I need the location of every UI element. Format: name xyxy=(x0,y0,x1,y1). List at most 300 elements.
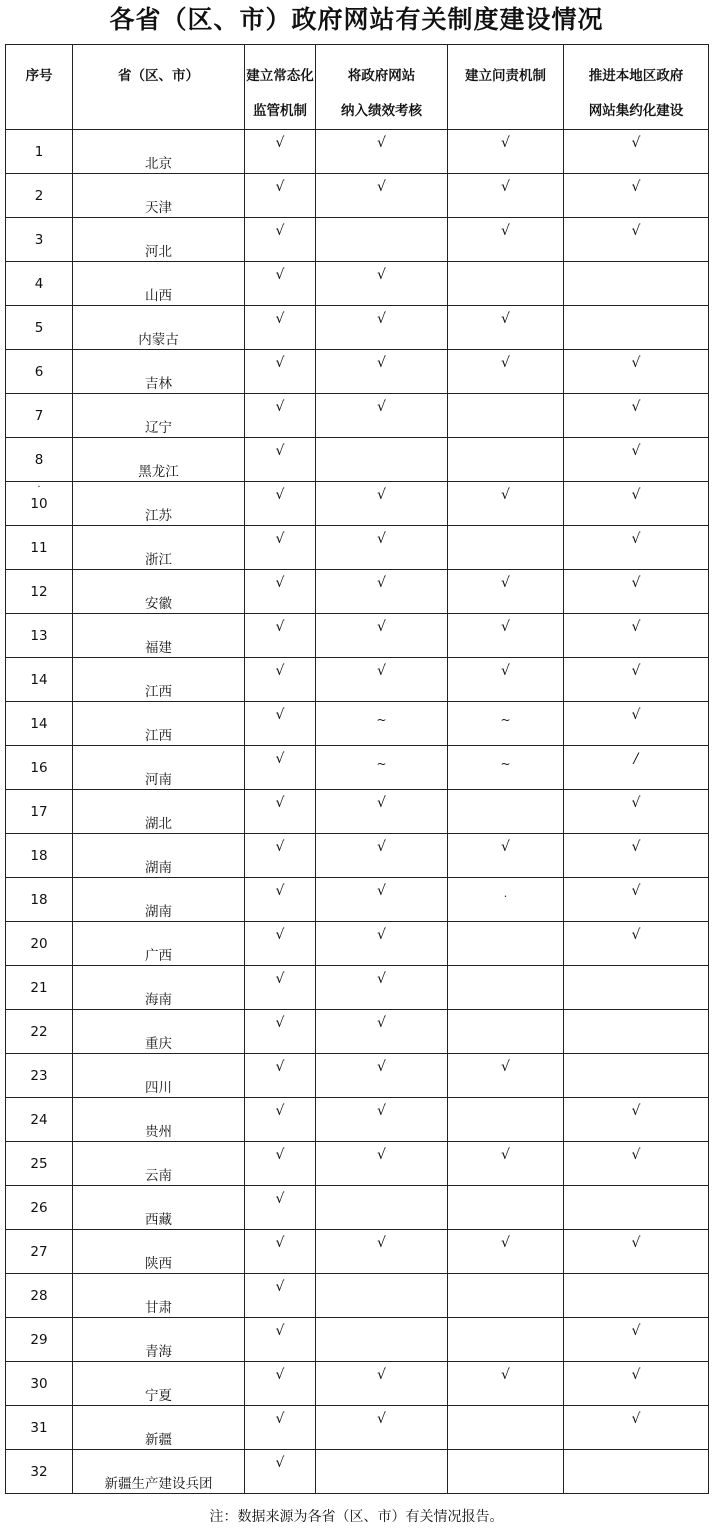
mark-cell xyxy=(245,1098,316,1142)
accountability-mark: √ xyxy=(501,619,510,635)
regulatory-mark: √ xyxy=(275,971,285,987)
province-name: 江西 xyxy=(145,684,172,700)
mark-cell xyxy=(448,570,564,614)
mark-cell xyxy=(245,1010,316,1054)
mark-cell xyxy=(316,438,448,482)
mark-cell xyxy=(564,922,709,966)
mark-cell xyxy=(448,1054,564,1098)
table-row xyxy=(6,1186,709,1230)
assessment-mark: √ xyxy=(377,267,386,283)
mark-cell xyxy=(564,394,709,438)
table-row xyxy=(6,394,709,438)
assessment-mark: √ xyxy=(377,795,386,811)
province-cell xyxy=(73,1098,245,1142)
intensive-mark: √ xyxy=(631,1323,641,1339)
province-name: 河南 xyxy=(145,772,172,788)
mark-cell xyxy=(316,966,448,1010)
intensive-mark: √ xyxy=(631,575,641,591)
seq-number: 20 xyxy=(30,936,48,952)
seq-cell xyxy=(6,1318,73,1362)
table-row xyxy=(6,1406,709,1450)
mark-cell xyxy=(448,658,564,702)
mark-cell xyxy=(564,350,709,394)
seq-cell xyxy=(6,1230,73,1274)
seq-number: 16 xyxy=(30,760,48,776)
mark-cell xyxy=(245,1274,316,1318)
province-cell xyxy=(73,966,245,1010)
table-row xyxy=(6,482,709,526)
intensive-mark: √ xyxy=(631,135,641,151)
mark-cell xyxy=(564,1098,709,1142)
seq-cell xyxy=(6,174,73,218)
province-cell xyxy=(73,394,245,438)
mark-cell xyxy=(564,1450,709,1494)
mark-cell xyxy=(316,702,448,746)
regulatory-mark: √ xyxy=(275,223,285,239)
province-name: 福建 xyxy=(145,640,172,656)
table-row xyxy=(6,1450,709,1494)
province-name: 甘肃 xyxy=(145,1300,172,1316)
mark-cell xyxy=(245,1186,316,1230)
seq-number: 25 xyxy=(30,1156,48,1172)
accountability-mark: √ xyxy=(501,355,510,371)
intensive-mark: √ xyxy=(631,1235,641,1251)
mark-cell xyxy=(564,1186,709,1230)
seq-cell xyxy=(6,790,73,834)
province-cell xyxy=(73,482,245,526)
province-name: 北京 xyxy=(145,156,172,172)
mark-cell xyxy=(245,1318,316,1362)
table-row xyxy=(6,878,709,922)
seq-cell xyxy=(6,1098,73,1142)
intensive-mark: √ xyxy=(631,1367,641,1383)
province-cell xyxy=(73,1054,245,1098)
mark-cell xyxy=(316,1142,448,1186)
mark-cell xyxy=(316,1318,448,1362)
mark-cell xyxy=(316,1010,448,1054)
regulatory-mark: √ xyxy=(275,751,285,767)
header-performance-assessment: 将政府网站 纳入绩效考核 xyxy=(316,45,448,130)
seq-number: 26 xyxy=(30,1200,48,1216)
mark-cell xyxy=(316,1450,448,1494)
mark-cell xyxy=(564,790,709,834)
mark-cell xyxy=(316,174,448,218)
seq-cell xyxy=(6,1406,73,1450)
province-cell xyxy=(73,1406,245,1450)
regulatory-mark: √ xyxy=(275,839,285,855)
seq-number: 4 xyxy=(34,276,44,292)
regulatory-mark: √ xyxy=(275,707,285,723)
mark-cell xyxy=(448,1318,564,1362)
assessment-mark: √ xyxy=(377,355,386,371)
intensive-mark: √ xyxy=(631,927,641,943)
province-cell xyxy=(73,350,245,394)
assessment-mark: √ xyxy=(377,575,386,591)
mark-cell xyxy=(448,702,564,746)
website-system-table xyxy=(5,44,709,1494)
intensive-mark: √ xyxy=(631,443,641,459)
seq-cell xyxy=(6,658,73,702)
seq-cell xyxy=(6,1362,73,1406)
province-name: 浙江 xyxy=(145,552,172,568)
mark-cell xyxy=(448,1230,564,1274)
regulatory-mark: √ xyxy=(275,1147,285,1163)
accountability-mark: √ xyxy=(501,1147,510,1163)
regulatory-mark: √ xyxy=(275,795,285,811)
intensive-mark: √ xyxy=(631,795,641,811)
seq-number: 14 xyxy=(30,716,48,732)
table-row xyxy=(6,1274,709,1318)
mark-cell xyxy=(564,878,709,922)
table-row xyxy=(6,262,709,306)
accountability-mark: √ xyxy=(501,1235,510,1251)
mark-cell xyxy=(245,1054,316,1098)
province-name: 广西 xyxy=(145,948,172,964)
mark-cell xyxy=(245,878,316,922)
seq-number: 31 xyxy=(30,1420,48,1436)
regulatory-mark: √ xyxy=(275,1323,285,1339)
mark-cell xyxy=(245,306,316,350)
regulatory-mark: √ xyxy=(275,1235,285,1251)
province-name: 吉林 xyxy=(145,376,172,392)
mark-cell xyxy=(448,350,564,394)
mark-cell xyxy=(564,570,709,614)
mark-cell xyxy=(448,966,564,1010)
province-name: 河北 xyxy=(145,244,172,260)
table-row xyxy=(6,1010,709,1054)
province-name: 陕西 xyxy=(145,1256,172,1272)
table-row xyxy=(6,702,709,746)
mark-cell xyxy=(316,306,448,350)
assessment-mark: √ xyxy=(377,135,386,151)
accountability-mark: · xyxy=(503,890,508,903)
seq-number: 3 xyxy=(34,232,44,248)
accountability-mark: √ xyxy=(501,179,510,195)
mark-cell xyxy=(564,746,709,790)
seq-cell xyxy=(6,1010,73,1054)
mark-cell xyxy=(245,350,316,394)
seq-cell xyxy=(6,1054,73,1098)
mark-cell xyxy=(245,1450,316,1494)
mark-cell xyxy=(564,834,709,878)
seq-cell xyxy=(6,1274,73,1318)
table-row xyxy=(6,1098,709,1142)
mark-cell xyxy=(448,922,564,966)
mark-cell xyxy=(316,482,448,526)
mark-cell xyxy=(316,130,448,174)
intensive-mark: √ xyxy=(631,355,641,371)
mark-cell xyxy=(448,482,564,526)
province-name: 新疆 xyxy=(145,1432,172,1448)
seq-cell xyxy=(6,966,73,1010)
seq-number: 13 xyxy=(30,628,48,644)
assessment-mark: √ xyxy=(377,1147,386,1163)
table-row xyxy=(6,526,709,570)
mark-cell xyxy=(448,262,564,306)
regulatory-mark: √ xyxy=(275,1103,285,1119)
mark-cell xyxy=(245,922,316,966)
assessment-mark: √ xyxy=(377,1059,386,1075)
seq-cell xyxy=(6,746,73,790)
province-cell xyxy=(73,526,245,570)
province-cell xyxy=(73,790,245,834)
intensive-mark: √ xyxy=(631,839,641,855)
mark-cell xyxy=(316,570,448,614)
seq-cell xyxy=(6,526,73,570)
mark-cell xyxy=(245,746,316,790)
seq-number: 2 xyxy=(34,188,44,204)
assessment-mark: √ xyxy=(377,1235,386,1251)
province-name: 云南 xyxy=(145,1168,172,1184)
province-cell xyxy=(73,218,245,262)
table-row xyxy=(6,1362,709,1406)
mark-cell xyxy=(564,1142,709,1186)
province-cell xyxy=(73,1010,245,1054)
province-cell xyxy=(73,130,245,174)
intensive-mark: √ xyxy=(631,883,641,899)
mark-cell xyxy=(448,306,564,350)
table-row xyxy=(6,1054,709,1098)
mark-cell xyxy=(316,614,448,658)
mark-cell xyxy=(245,262,316,306)
mark-cell xyxy=(245,130,316,174)
province-name: 贵州 xyxy=(145,1124,172,1140)
mark-cell xyxy=(316,1362,448,1406)
seq-number: 17 xyxy=(30,804,48,820)
mark-cell xyxy=(316,394,448,438)
mark-cell xyxy=(448,1010,564,1054)
mark-cell xyxy=(564,1406,709,1450)
province-name: 海南 xyxy=(145,992,172,1008)
table-row xyxy=(6,306,709,350)
regulatory-mark: √ xyxy=(275,1015,285,1031)
province-name: 重庆 xyxy=(145,1036,172,1052)
province-name: 江苏 xyxy=(145,508,172,524)
table-row xyxy=(6,1230,709,1274)
seq-cell xyxy=(6,262,73,306)
province-name: 辽宁 xyxy=(145,420,172,436)
mark-cell xyxy=(448,614,564,658)
province-cell xyxy=(73,438,245,482)
mark-cell xyxy=(564,306,709,350)
province-name: 四川 xyxy=(145,1080,172,1096)
table-row xyxy=(6,130,709,174)
accountability-mark: √ xyxy=(501,223,510,239)
mark-cell xyxy=(245,1230,316,1274)
seq-number: 24 xyxy=(30,1112,48,1128)
province-name: 黑龙江 xyxy=(138,464,179,480)
mark-cell xyxy=(316,878,448,922)
accountability-mark: ~ xyxy=(500,713,511,727)
regulatory-mark: √ xyxy=(275,575,285,591)
mark-cell xyxy=(245,526,316,570)
regulatory-mark: √ xyxy=(275,1455,285,1471)
mark-cell xyxy=(564,1274,709,1318)
mark-cell xyxy=(316,350,448,394)
seq-cell xyxy=(6,394,73,438)
accountability-mark: √ xyxy=(501,663,510,679)
table-row xyxy=(6,1318,709,1362)
province-cell xyxy=(73,1362,245,1406)
mark-cell xyxy=(316,1098,448,1142)
assessment-mark: √ xyxy=(377,883,386,899)
mark-cell xyxy=(245,966,316,1010)
mark-cell xyxy=(245,790,316,834)
mark-cell xyxy=(564,1362,709,1406)
mark-cell xyxy=(316,658,448,702)
header-accountability-mechanism: 建立问责机制 xyxy=(448,45,564,130)
seq-cell xyxy=(6,218,73,262)
seq-cell xyxy=(6,130,73,174)
mark-cell xyxy=(316,746,448,790)
regulatory-mark: √ xyxy=(275,531,285,547)
intensive-mark: √ xyxy=(631,707,641,723)
seq-number: 29 xyxy=(30,1332,48,1348)
mark-cell xyxy=(564,614,709,658)
mark-cell xyxy=(564,130,709,174)
seq-number: 5 xyxy=(34,320,44,336)
province-name: 山西 xyxy=(145,288,172,304)
mark-cell xyxy=(245,174,316,218)
mark-cell xyxy=(245,438,316,482)
header-province: 省（区、市） xyxy=(73,45,245,130)
seq-number: 27 xyxy=(30,1244,48,1260)
province-name: 湖南 xyxy=(145,860,172,876)
assessment-mark: √ xyxy=(377,1411,386,1427)
regulatory-mark: √ xyxy=(275,1059,285,1075)
regulatory-mark: √ xyxy=(275,487,285,503)
province-cell xyxy=(73,306,245,350)
intensive-mark: √ xyxy=(631,1411,641,1427)
table-row xyxy=(6,218,709,262)
mark-cell xyxy=(245,1406,316,1450)
mark-cell xyxy=(245,834,316,878)
seq-number: 23 xyxy=(30,1068,48,1084)
assessment-mark: √ xyxy=(377,399,386,415)
assessment-mark: √ xyxy=(377,971,386,987)
regulatory-mark: √ xyxy=(275,443,285,459)
mark-cell xyxy=(316,218,448,262)
province-cell xyxy=(73,1274,245,1318)
mark-cell xyxy=(245,218,316,262)
mark-cell xyxy=(448,1142,564,1186)
intensive-mark: / xyxy=(633,751,639,767)
seq-cell xyxy=(6,878,73,922)
mark-cell xyxy=(316,1054,448,1098)
province-cell xyxy=(73,658,245,702)
table-row xyxy=(6,1142,709,1186)
seq-cell xyxy=(6,1142,73,1186)
intensive-mark: √ xyxy=(631,619,641,635)
mark-cell xyxy=(564,526,709,570)
intensive-mark: √ xyxy=(631,179,641,195)
province-cell xyxy=(73,834,245,878)
accountability-mark: √ xyxy=(501,575,510,591)
mark-cell xyxy=(448,174,564,218)
regulatory-mark: √ xyxy=(275,355,285,371)
province-name: 青海 xyxy=(145,1344,172,1360)
header-seq: 序号 xyxy=(6,45,73,130)
mark-cell xyxy=(448,1362,564,1406)
intensive-mark: √ xyxy=(631,487,641,503)
assessment-mark: √ xyxy=(377,839,386,855)
province-name: 新疆生产建设兵团 xyxy=(104,1476,213,1492)
seq-number: 28 xyxy=(30,1288,48,1304)
table-row xyxy=(6,438,709,482)
mark-cell xyxy=(448,790,564,834)
page-title: 各省（区、市）政府网站有关制度建设情况 xyxy=(109,5,604,34)
seq-cell xyxy=(6,1186,73,1230)
mark-cell xyxy=(448,1186,564,1230)
province-name: 西藏 xyxy=(145,1212,172,1228)
mark-cell xyxy=(564,966,709,1010)
header-row xyxy=(6,45,709,130)
mark-cell xyxy=(245,658,316,702)
seq-cell xyxy=(6,438,73,482)
mark-cell xyxy=(316,922,448,966)
mark-cell xyxy=(448,438,564,482)
mark-cell xyxy=(564,658,709,702)
table-row xyxy=(6,922,709,966)
table-row xyxy=(6,174,709,218)
mark-cell xyxy=(245,482,316,526)
mark-cell xyxy=(448,130,564,174)
regulatory-mark: √ xyxy=(275,927,285,943)
mark-cell xyxy=(448,1406,564,1450)
accountability-mark: ~ xyxy=(500,757,511,771)
seq-number: 32 xyxy=(30,1464,48,1480)
mark-cell xyxy=(448,218,564,262)
assessment-mark: √ xyxy=(377,487,386,503)
regulatory-mark: √ xyxy=(275,1191,285,1207)
intensive-mark: √ xyxy=(631,1147,641,1163)
seq-cell xyxy=(6,570,73,614)
mark-cell xyxy=(564,262,709,306)
seq-number: 14 xyxy=(30,672,48,688)
province-cell xyxy=(73,262,245,306)
regulatory-mark: √ xyxy=(275,883,285,899)
mark-cell xyxy=(564,1318,709,1362)
province-name: 江西 xyxy=(145,728,172,744)
province-name: 湖南 xyxy=(145,904,172,920)
seq-number: 11 xyxy=(30,540,48,556)
province-cell xyxy=(73,702,245,746)
accountability-mark: √ xyxy=(501,1059,510,1075)
assessment-mark: ~ xyxy=(376,713,387,727)
seq-cell xyxy=(6,306,73,350)
regulatory-mark: √ xyxy=(275,399,285,415)
table-row xyxy=(6,790,709,834)
assessment-mark: √ xyxy=(377,1103,386,1119)
mark-cell xyxy=(564,218,709,262)
province-name: 安徽 xyxy=(145,596,172,612)
seq-number: 30 xyxy=(30,1376,48,1392)
assessment-mark: √ xyxy=(377,927,386,943)
seq-number: 18 xyxy=(30,892,48,908)
intensive-mark: √ xyxy=(631,1103,641,1119)
mark-cell xyxy=(316,790,448,834)
table-row xyxy=(6,746,709,790)
mark-cell xyxy=(448,1450,564,1494)
province-cell xyxy=(73,1450,245,1494)
table-row xyxy=(6,658,709,702)
intensive-mark: √ xyxy=(631,531,641,547)
province-name: 内蒙古 xyxy=(138,332,179,348)
province-cell xyxy=(73,1186,245,1230)
province-cell xyxy=(73,1318,245,1362)
header-intensive-construction: 推进本地区政府 网站集约化建设 xyxy=(564,45,709,130)
seq-number: 21 xyxy=(30,980,48,996)
